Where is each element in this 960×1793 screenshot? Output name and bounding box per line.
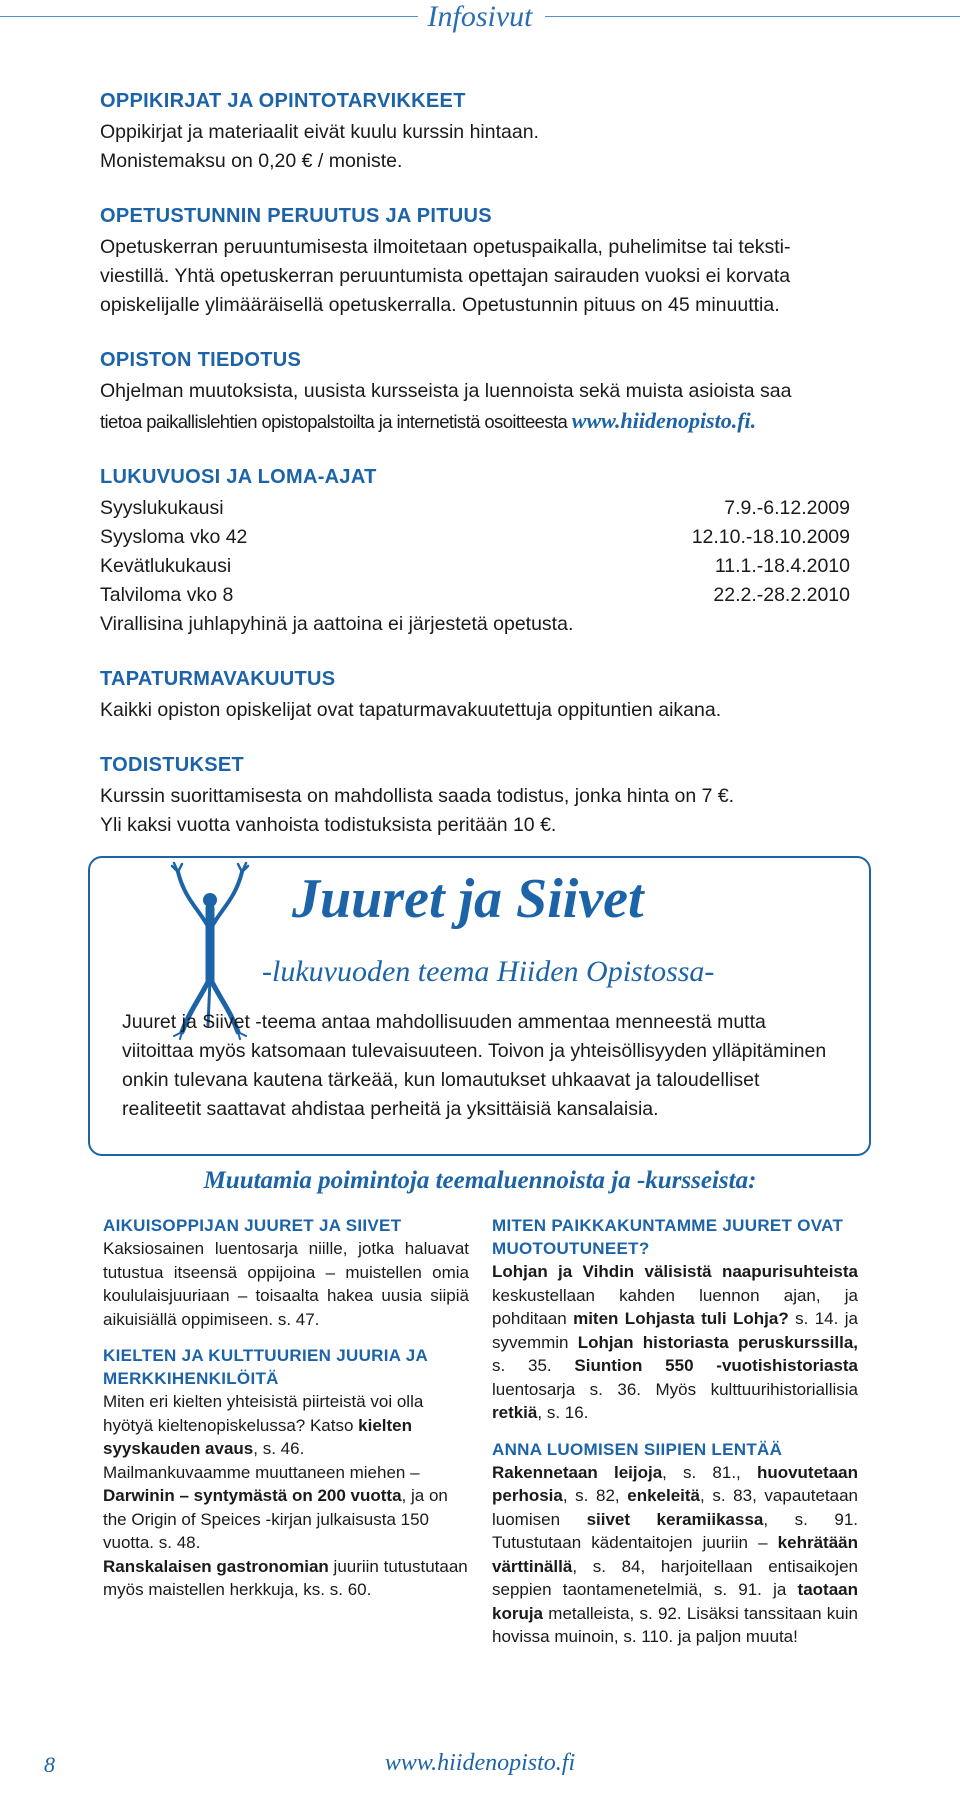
text-run: , s. 83, vapautetaan luomisen xyxy=(492,1486,858,1529)
section-text xyxy=(100,118,850,176)
pick-text xyxy=(103,1390,469,1602)
text-run: juuriin tutustutaan myös maistellen herkkuja, ks. s. 60. xyxy=(103,1556,468,1599)
section-oppikirjat xyxy=(100,88,850,176)
text-run: s. 35. xyxy=(492,1356,575,1375)
section-text xyxy=(100,782,850,840)
text-run-bold: Lohjan historiasta peruskurssilla, xyxy=(577,1332,859,1352)
page-number: 8 xyxy=(44,1752,55,1777)
text-run-bold: kehrätään värttinällä xyxy=(492,1533,858,1576)
text-run: s. 14. ja syvemmin xyxy=(492,1309,858,1352)
pick-heading: ANNA LUOMISEN SIIPIEN LENTÄÄ xyxy=(492,1439,783,1459)
section-text xyxy=(100,233,850,320)
schedule-label: Syysloma vko 42 xyxy=(100,526,248,548)
section-title: OPETUSTUNNIN PERUUTUS JA PITUUS xyxy=(100,205,492,227)
text-run: , ja on the Origin of Speices -kirjan julkaisusta 150 vuotta. s. 48. xyxy=(103,1486,448,1552)
info-content xyxy=(100,88,850,867)
section-title: TODISTUKSET xyxy=(100,754,245,776)
text-run-bold: Ranskalaisen gastronomian xyxy=(103,1556,329,1576)
section-todistukset xyxy=(100,752,850,840)
text-run-bold: enkeleitä xyxy=(627,1486,701,1505)
schedule-dates: 22.2.-28.2.2010 xyxy=(713,584,850,606)
theme-description: Juuret ja Siivet -teema antaa mahdollisuuden ammentaa menneestä mutta viitoittaa myös katsomaan tulevaisuuteen. Toivon ja yhteisöllisyyden ylläpitäminen onkin tulevana kautena tärkeää, kun lomautukset uhkaavat ja taloudelliset realiteetit saattavat ahdistaa perheitä ja yksittäisiä kansalaisia. xyxy=(122,1011,827,1120)
text-run-bold: Siuntion 550 -vuotishistoriasta xyxy=(574,1356,858,1375)
text-line: Monistemaksu on 0,20 € / moniste. xyxy=(100,150,403,172)
picks-title: Muutamia poimintoja teemaluennoista ja -kursseista: xyxy=(203,1167,757,1194)
text-run: metalleista, s. 92. Lisäksi tanssitaan kuin hovissa muinoin, s. 110. ja paljon muuta! xyxy=(492,1603,858,1646)
text-run: keskustellaan kahden luennon ajan, ja pohditaan xyxy=(492,1285,858,1328)
pick-heading: MITEN PAIKKAKUNTAMME JUURET OVAT MUOTOUTUNEET? xyxy=(492,1216,844,1258)
schedule-label: Kevätlukukausi xyxy=(100,555,232,577)
text-run-bold: retkiä xyxy=(492,1403,538,1422)
schedule-label: Syyslukukausi xyxy=(100,497,224,519)
text-line: Ohjelman muutoksista, uusista kursseista ja luennoista sekä muista asioista saa xyxy=(100,380,792,402)
pick-text xyxy=(492,1260,858,1425)
page-header xyxy=(0,0,960,34)
text-line: Yli kaksi vuotta vanhoista todistuksista peritään 10 €. xyxy=(100,814,557,836)
pick-heading: KIELTEN JA KULTTUURIEN JUURIA JA MERKKIHENKILÖITÄ xyxy=(103,1346,428,1388)
text-line: Kurssin suorittamisesta on mahdollista saada todistus, jonka hinta on 7 €. xyxy=(100,785,735,807)
section-lukuvuosi xyxy=(100,464,850,639)
schedule-dates: 12.10.-18.10.2009 xyxy=(691,526,850,548)
theme-subtitle: -lukuvuoden teema Hiiden Opistossa- xyxy=(262,955,715,988)
section-text xyxy=(100,377,850,437)
text-run: , s. 91. Tutustutaan kädentaitojen juuriin – xyxy=(492,1509,858,1552)
text-run-bold: miten Lohjasta tuli Lohja? xyxy=(573,1309,789,1328)
text-run: , s. 81., xyxy=(662,1462,757,1482)
website-link[interactable]: www.hiidenopisto.fi. xyxy=(571,408,757,433)
schedule-dates: 11.1.-18.4.2010 xyxy=(714,555,850,577)
footer-url-link[interactable]: www.hiidenopisto.fi xyxy=(384,1750,576,1776)
text-run-bold: huovutetaan perhosia xyxy=(492,1462,858,1505)
text-run: , s. 82, xyxy=(562,1486,628,1505)
section-tiedotus xyxy=(100,347,850,437)
theme-title: Juuret ja Siivet xyxy=(292,868,644,930)
schedule-row xyxy=(100,552,850,581)
text-run-bold: taotaan koruja xyxy=(492,1580,858,1623)
header-title: Infosivut xyxy=(418,0,543,33)
pick-text: Kaksiosainen luentosarja niille, jotka haluavat tutustua itseensä oppijoina – muistellen omia koululaisjuuriaan – toisaalta hakea uusia siipiä aikuisiällä oppimiseen. s. 47. xyxy=(103,1239,469,1329)
section-peruutus xyxy=(100,203,850,320)
section-vakuutus xyxy=(100,666,850,725)
text-run: luentosarja s. 36. Myös kulttuurihistoriallisia xyxy=(492,1379,858,1399)
text-run-bold: kielten syyskauden avaus xyxy=(103,1415,413,1458)
text-run-bold: Rakennetaan leijoja xyxy=(492,1462,663,1482)
schedule-row xyxy=(100,494,850,523)
schedule-label: Talviloma vko 8 xyxy=(100,584,234,606)
text-run-bold: Lohjan ja Vihdin välisistä naapurisuhteista xyxy=(492,1262,858,1281)
schedule-row xyxy=(100,581,850,610)
picks-column-right xyxy=(492,1214,858,1662)
text-run: Mailmankuvaamme muuttaneen miehen – xyxy=(103,1462,420,1482)
text-run: , s. 16. xyxy=(537,1403,589,1422)
section-text: Kaikki opiston opiskelijat ovat tapaturmavakuutettuja oppituntien aikana. xyxy=(100,699,722,721)
pick-text xyxy=(492,1461,858,1649)
text-run: Miten eri kielten yhteisistä piirteistä voi olla hyötyä kieltenopiskelussa? Katso xyxy=(103,1392,424,1435)
section-title: LUKUVUOSI JA LOMA-AJAT xyxy=(100,466,377,488)
picks-column-left xyxy=(103,1214,469,1602)
text-run-bold: siivet keramiikassa xyxy=(586,1509,764,1529)
section-title: TAPATURMAVAKUUTUS xyxy=(100,668,336,690)
schedule-table xyxy=(100,494,850,610)
text-line: Opetuskerran peruuntumisesta ilmoitetaan opetuspaikalla, puhelimitse tai teksti- xyxy=(100,236,791,258)
text-line: tietoa paikallislehtien opistopalstoilta ja internetistä osoitteesta xyxy=(100,411,572,432)
schedule-row xyxy=(100,523,850,552)
section-title: OPPIKIRJAT JA OPINTOTARVIKKEET xyxy=(100,90,466,112)
text-run-bold: Darwinin – syntymästä on 200 vuotta xyxy=(103,1486,402,1505)
schedule-dates: 7.9.-6.12.2009 xyxy=(724,497,850,519)
schedule-note: Virallisina juhlapyhinä ja aattoina ei järjestetä opetusta. xyxy=(100,613,574,635)
text-run: , s. 46. xyxy=(253,1439,305,1458)
text-line: viestillä. Yhtä opetuskerran peruuntumista opettajan sairauden vuoksi ei korvata xyxy=(100,265,791,287)
section-title: OPISTON TIEDOTUS xyxy=(100,349,302,371)
pick-heading: AIKUISOPPIJAN JUURET JA SIIVET xyxy=(103,1216,402,1235)
text-line: Oppikirjat ja materiaalit eivät kuulu kurssin hintaan. xyxy=(100,121,539,143)
text-line: opiskelijalle ylimääräisellä opetuskerralla. Opetustunnin pituus on 45 minuuttia. xyxy=(100,294,780,316)
text-run: , s. 84, harjoitellaan entisaikojen seppien taontamenetelmiä, s. 91. ja xyxy=(492,1556,858,1599)
